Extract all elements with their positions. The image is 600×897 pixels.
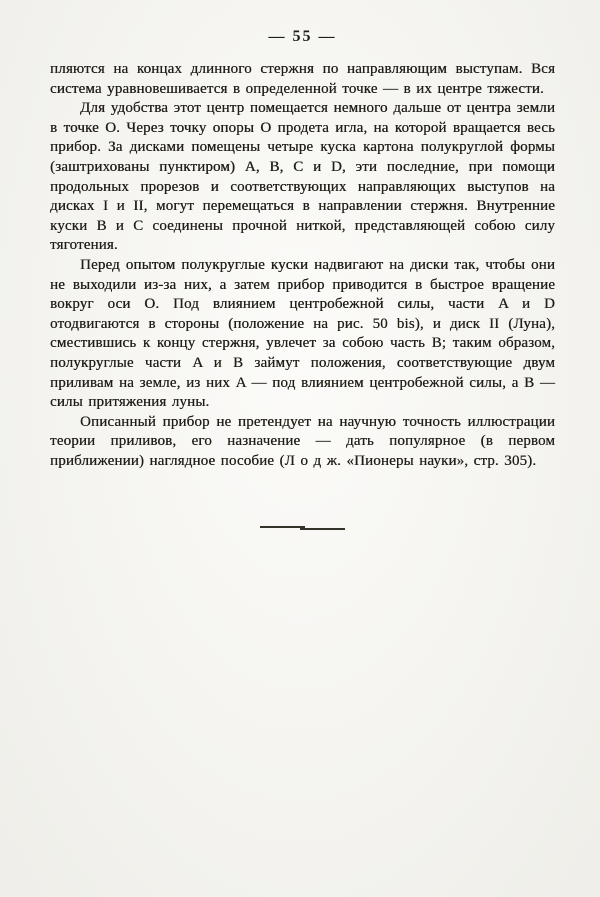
- section-divider: [50, 517, 555, 525]
- page-number: — 55 —: [268, 28, 337, 45]
- divider-line-left: [260, 526, 305, 528]
- paragraph-continuation: пляются на концах длинного стержня по направляющим выступам. Вся система уравновешивается в определенной точке — в их центре тяжести.: [50, 61, 555, 97]
- divider-line-right: [300, 528, 345, 530]
- paragraph-experiment: Перед опытом полукруглые куски надвигают на диски так, чтобы они не выходили из-за них, а затем прибор приводится в быстрое вращение вокруг оси O. Под влиянием центробежной силы, части A и D отодвигаются в стороны (положение на рис. 50 bis), и диск II (Луна), сместившись к концу стержня, увлечет за собою часть B; таким образом, полукруглые части A и B займут положения, соответствующие двум приливам на земле, из них A — под влиянием центробежной силы, а B — силы притяжения луны.: [50, 256, 555, 411]
- paragraph-apparatus-description: Для удобства этот центр помещается немного дальше от центра земли в точке O. Через точку опоры O продета игла, на которой вращается весь прибор. За дисками помещены четыре куска картона полукруглой формы (заштрихованы пунктиром) A, B, C и D, эти последние, при помощи продольных прорезов и соответствующих направляющих выступов на дисках I и II, могут перемещаться в направлении стержня. Внутренние куски B и C соединены прочной ниткой, представляющей собою силу тяготения.: [50, 100, 555, 254]
- paragraph-conclusion: Описанный прибор не претендует на научную точность иллюстрации теории приливов, его назначение — дать популярное (в первом приближении) наглядное пособие (Л о д ж. «Пионеры науки», стр. 305).: [50, 413, 555, 469]
